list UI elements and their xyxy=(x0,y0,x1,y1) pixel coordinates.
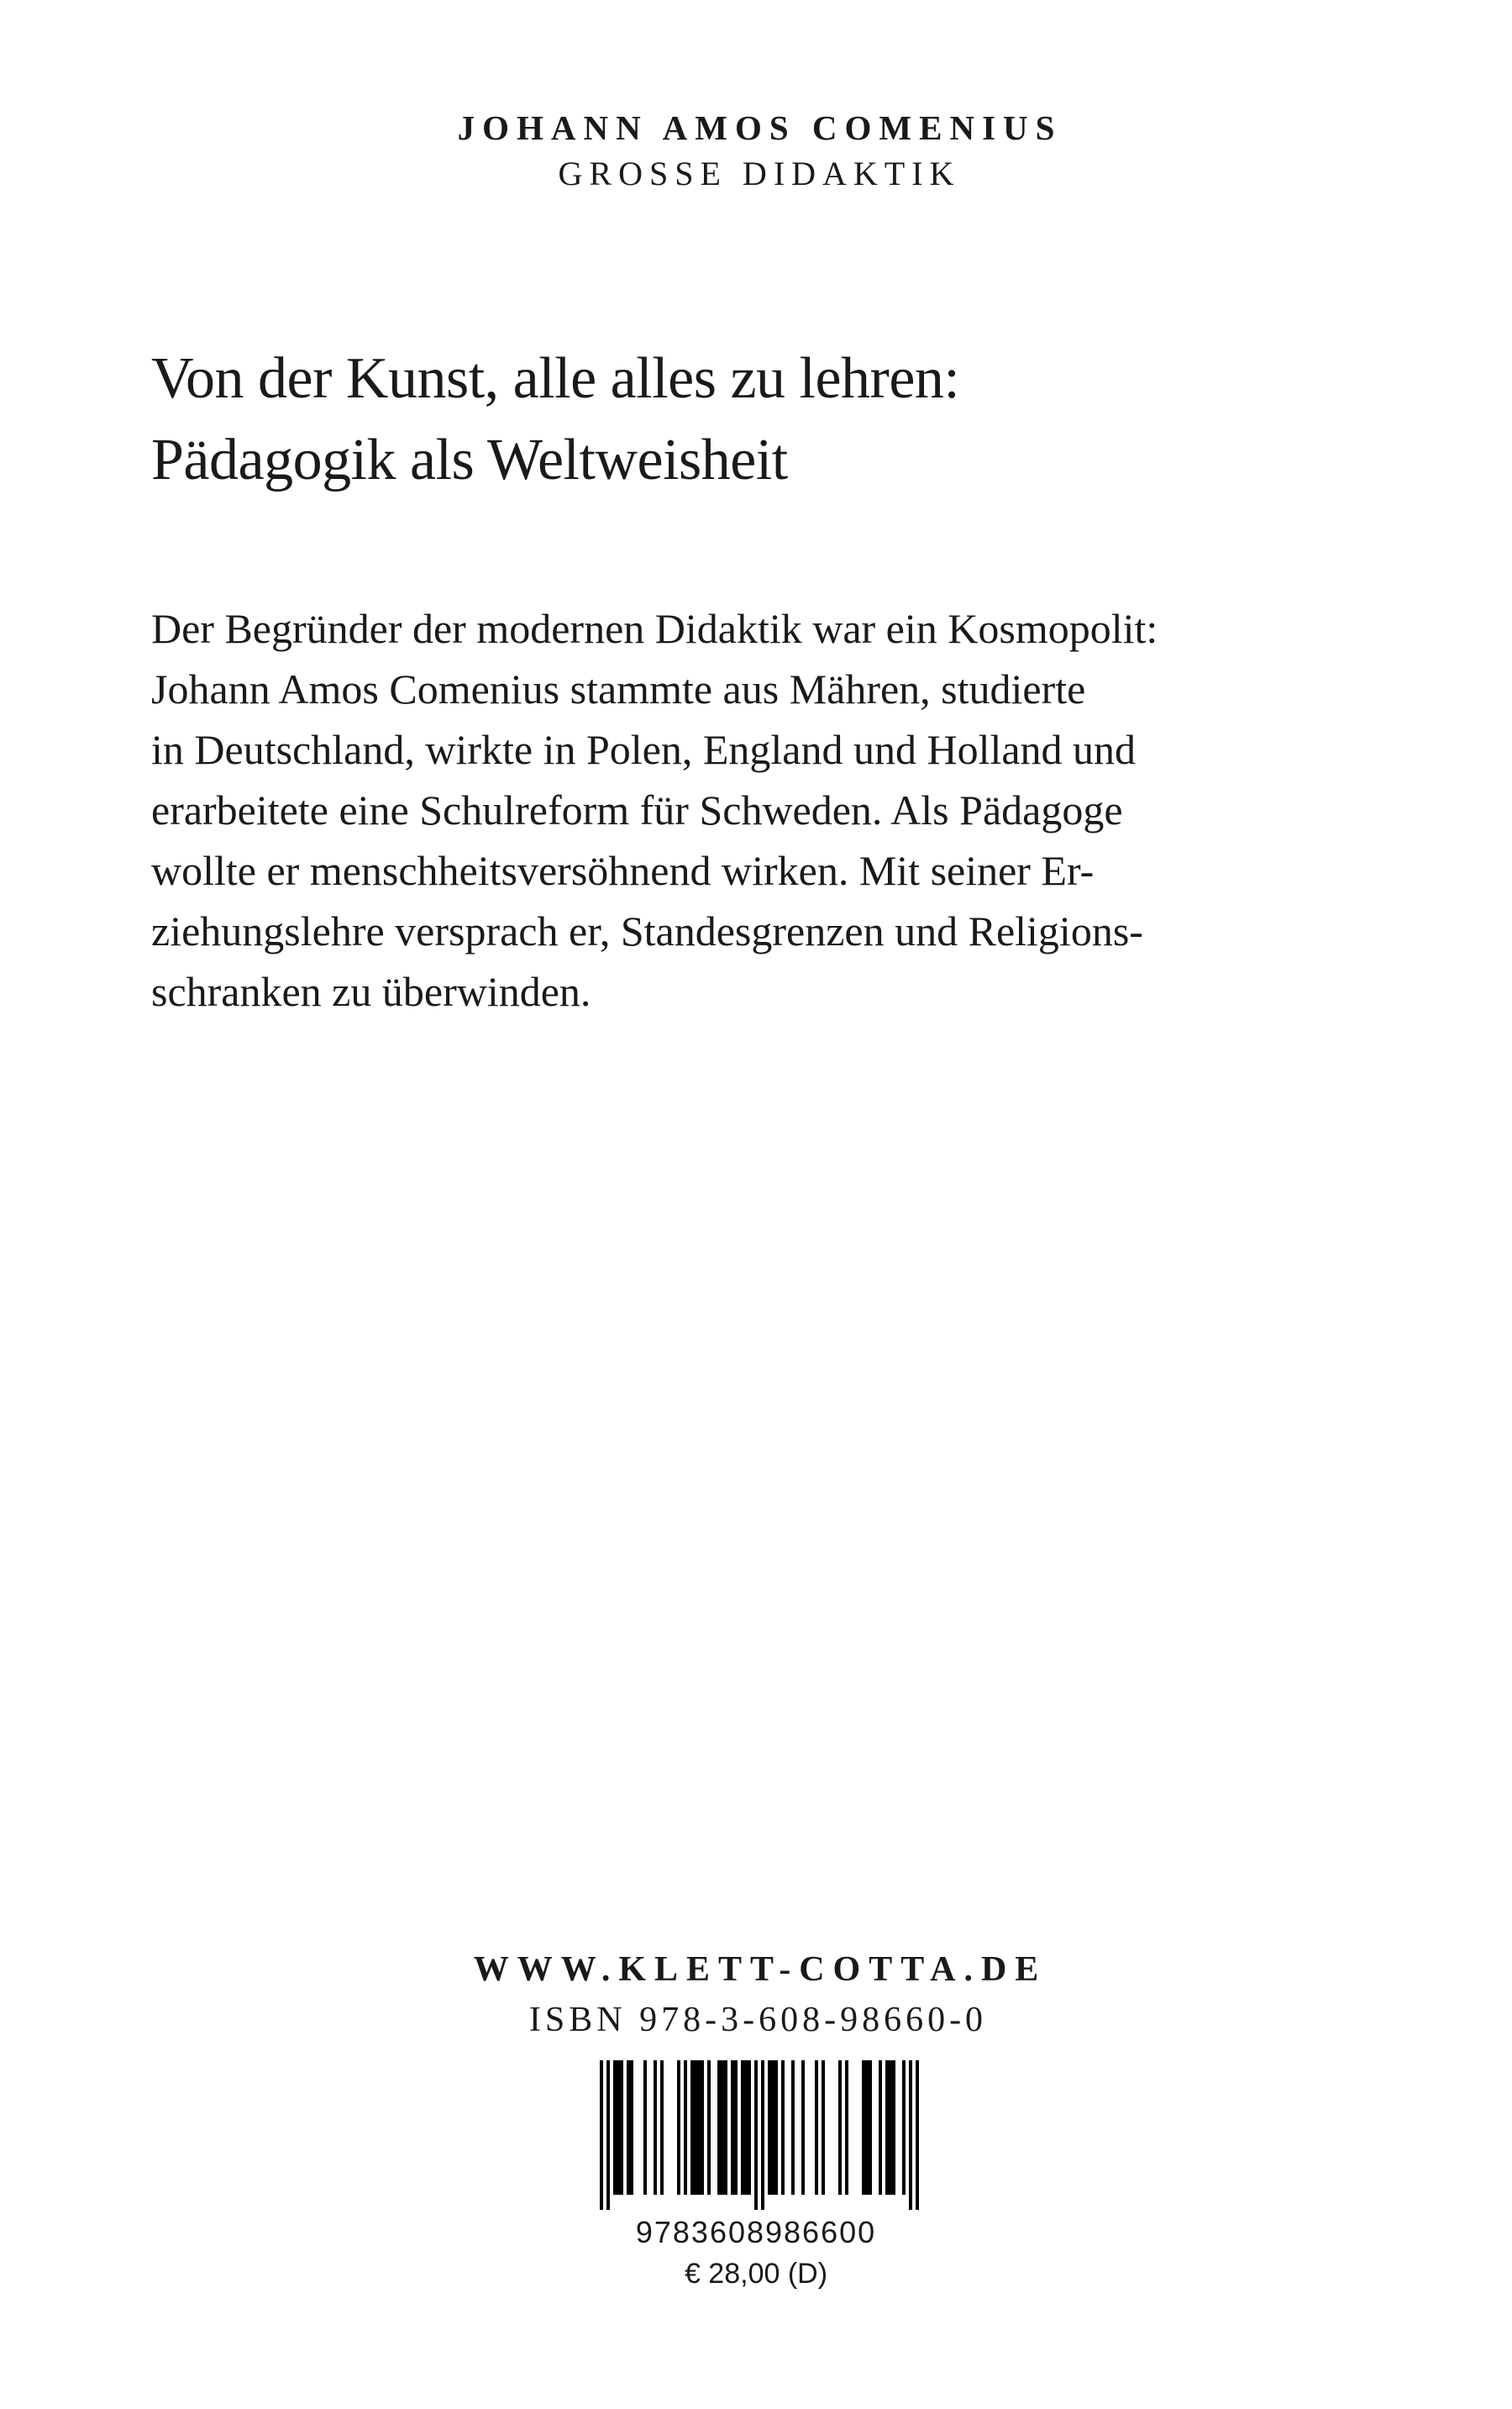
barcode-bar xyxy=(774,2060,778,2195)
blurb-line: Johann Amos Comenius stammte aus Mähren, studierte xyxy=(151,665,1086,713)
barcode-bar xyxy=(620,2060,623,2195)
blurb-line: in Deutschland, wirkte in Polen, England und Holland und xyxy=(151,726,1137,773)
barcode-bar xyxy=(838,2060,842,2195)
barcode-bar xyxy=(606,2060,610,2210)
barcode-bar xyxy=(869,2060,872,2195)
blurb-line: schranken zu überwinden. xyxy=(151,968,591,1015)
barcode-bar xyxy=(630,2060,633,2195)
barcode-bar xyxy=(721,2060,724,2195)
barcode-bar xyxy=(865,2060,869,2195)
isbn-number: ISBN 978-3-608-98660-0 xyxy=(528,2001,988,2039)
barcode-bar xyxy=(885,2060,889,2195)
book-title: GROSSE DIDAKTIK xyxy=(558,155,961,192)
barcode-bar xyxy=(660,2060,664,2195)
book-header xyxy=(0,106,1512,198)
barcode-bar xyxy=(731,2060,734,2195)
barcode-bar xyxy=(717,2060,721,2195)
barcode-bar xyxy=(744,2060,748,2195)
barcode-bar xyxy=(677,2060,680,2195)
barcode-bar xyxy=(771,2060,774,2195)
barcode-bar xyxy=(690,2060,694,2195)
barcode-bar xyxy=(822,2060,825,2195)
barcode-bar xyxy=(617,2060,620,2195)
headline xyxy=(151,338,1378,501)
barcode-bar xyxy=(768,2060,771,2195)
publisher-website: WWW.KLETT-COTTA.DE xyxy=(473,1950,1047,1989)
blurb-text xyxy=(151,598,1394,1022)
headline-line-1: Von der Kunst, alle alles zu lehren: xyxy=(151,346,960,411)
barcode-bar xyxy=(916,2060,919,2210)
price-label: € 28,00 (D) xyxy=(684,2258,828,2290)
barcode-bar xyxy=(654,2060,657,2195)
barcode-bar xyxy=(801,2060,805,2195)
barcode-bar xyxy=(781,2060,785,2195)
barcode-bar xyxy=(815,2060,818,2195)
barcode-bar xyxy=(694,2060,697,2195)
barcode-bar xyxy=(879,2060,882,2195)
barcode-bar xyxy=(734,2060,738,2195)
barcode-block xyxy=(0,2060,1512,2293)
barcode-icon xyxy=(590,2060,922,2210)
barcode-bar xyxy=(613,2060,617,2195)
barcode-bar xyxy=(754,2060,758,2210)
barcode-bar xyxy=(701,2060,704,2195)
barcode-bar xyxy=(889,2060,892,2195)
barcode-bar xyxy=(643,2060,647,2195)
barcode-digits: 9783608986600 xyxy=(635,2215,877,2249)
barcode-bar xyxy=(627,2060,630,2195)
author-name: JOHANN AMOS COMENIUS xyxy=(457,108,1063,147)
barcode-bar xyxy=(902,2060,906,2195)
headline-line-2: Pädagogik als Weltweisheit xyxy=(151,428,788,492)
blurb-line: wollte er menschheitsversöhnend wirken. Mit seiner Er- xyxy=(151,847,1095,894)
blurb-line: ziehungslehre versprach er, Standesgrenzen und Religions- xyxy=(151,907,1143,955)
barcode-bar xyxy=(741,2060,744,2195)
barcode-bar xyxy=(845,2060,848,2195)
blurb-line: erarbeitete eine Schulreform für Schweden. Als Pädagoge xyxy=(151,786,1123,834)
blurb-line: Der Begründer der modernen Didaktik war ein Kosmopolit: xyxy=(151,605,1158,652)
barcode-bar xyxy=(892,2060,895,2195)
barcode-bar xyxy=(909,2060,912,2210)
barcode-bar xyxy=(684,2060,687,2195)
barcode-bar xyxy=(707,2060,711,2195)
publisher-footer xyxy=(0,1946,1512,2047)
barcode-bar xyxy=(697,2060,701,2195)
barcode-bar xyxy=(724,2060,727,2195)
barcode-bar xyxy=(862,2060,865,2195)
barcode-bar xyxy=(791,2060,795,2195)
barcode-bar xyxy=(600,2060,603,2210)
barcode-bar xyxy=(748,2060,751,2195)
barcode-bar xyxy=(761,2060,764,2210)
